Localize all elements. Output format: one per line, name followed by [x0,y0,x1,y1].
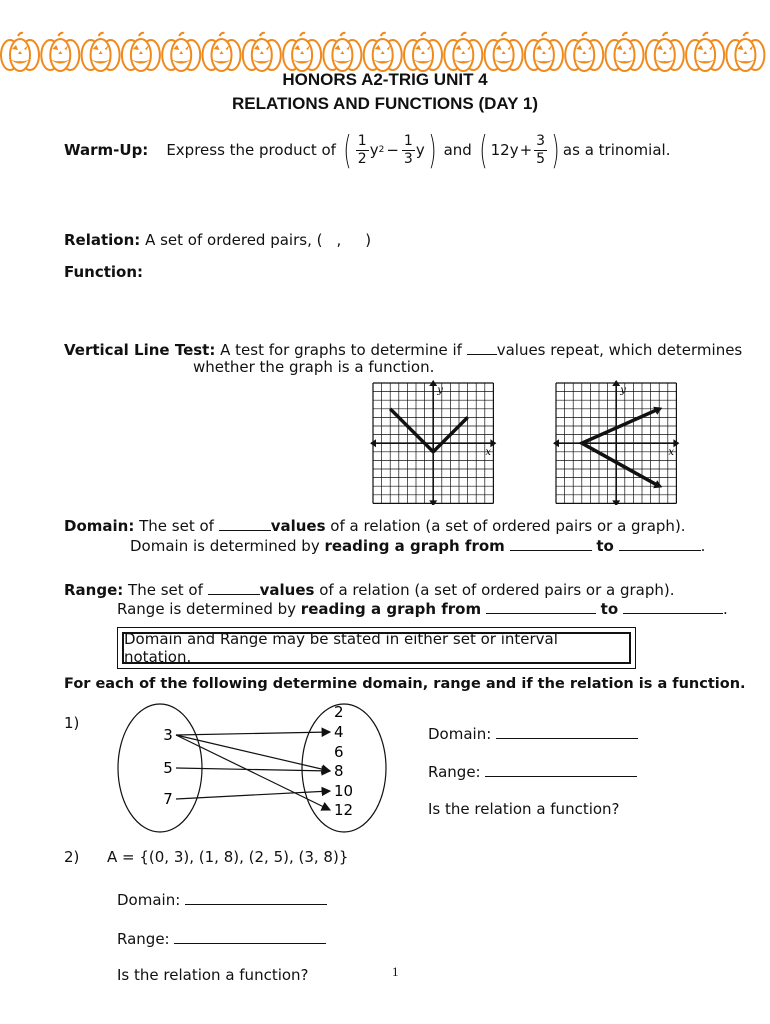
mapping-arrow [176,735,330,810]
domain-line-1: Domain: The set of values of a relation (a set of ordered pairs or a graph). [64,517,686,535]
mapping-output: 10 [334,782,354,800]
function-label: Function: [64,263,144,281]
pumpkin-icon [364,33,402,71]
mapping-diagram [110,700,410,840]
fraction-2: $\frac{1}{3}$ [403,132,413,167]
title-line-2: RELATIONS AND FUNCTIONS (DAY 1) [231,94,539,113]
note-box [117,627,636,669]
problem-2-question: Is the relation a function? [117,966,309,984]
mapping-arrow [176,768,330,771]
mapping-output: 6 [334,743,344,761]
problem-2-range: Range: [117,929,326,948]
relation-label: Relation: [64,231,141,249]
pumpkin-icon [606,33,644,71]
range-line-2: Range is determined by reading a graph from to . [117,600,728,618]
mapping-output: 2 [334,703,344,721]
warmup-tail: as a trinomial. [562,141,671,159]
pumpkin-icon [726,33,764,71]
pumpkin-icon [243,33,281,71]
x-axis-label: x [668,447,675,459]
range-line-1: Range: The set of values of a relation (a set of ordered pairs or a graph). [64,581,675,599]
mapping-output: 4 [334,723,344,741]
graph1-line [390,409,467,452]
fraction-3: $\frac{3}{5}$ [536,132,546,167]
mapping-input: 3 [163,726,173,744]
graph-absolute-value [370,380,500,505]
vlt-label: Vertical Line Test: [64,341,216,359]
pumpkin-icon [203,33,241,71]
mapping-input: 7 [163,790,173,808]
relation-text: A set of ordered pairs, ( [145,231,323,249]
mapping-output: 12 [334,801,354,819]
problem-1-domain: Domain: [428,724,638,743]
problem-1-number: 1) [64,714,80,732]
problem-1-question: Is the relation a function? [428,800,620,818]
mapping-arrow [176,732,330,735]
graph2-line [582,409,659,486]
vlt-blank [467,340,497,355]
fraction-1: $\frac{1}{2}$ [357,132,367,167]
pumpkin-icon [1,33,39,71]
domain-label: Domain: [64,517,135,535]
title-line-1: HONORS A2-TRIG UNIT 4 [282,70,488,89]
pumpkin-icon [646,33,684,71]
y-axis-label: y [620,385,626,396]
pumpkin-icon [404,33,442,71]
x-axis-label: x [485,447,492,459]
pumpkin-icon [525,33,563,71]
mapping-output: 8 [334,762,344,780]
relation-line: Relation: A set of ordered pairs, ( , ) [64,231,372,249]
pumpkin-icon [162,33,200,71]
graph-sideways-v [553,380,683,505]
page-number: 1 [392,964,399,979]
range-label: Range: [64,581,124,599]
pumpkin-icon [122,33,160,71]
problem-2-set: A = {(0, 3), (1, 8), (2, 5), (3, 8)} [107,848,349,866]
vlt-line-2: whether the graph is a function. [193,358,435,376]
warmup-label: Warm-Up: [64,141,149,159]
pumpkin-icon [686,33,724,71]
pumpkin-icon [283,33,321,71]
pumpkin-border [0,28,770,74]
problem-1-range: Range: [428,762,637,781]
mapping-input: 5 [163,759,173,777]
pumpkin-icon [82,33,120,71]
pumpkin-icon [565,33,603,71]
pumpkin-icon [41,33,79,71]
problem-2-number: 2) [64,848,80,866]
mapping-arrow [176,735,330,771]
vlt-line-1: Vertical Line Test: A test for graphs to determine if values repeat, which determines [64,341,743,359]
pumpkin-icon [485,33,523,71]
pumpkin-icon [323,33,361,71]
warmup-text: Express the product of [166,141,336,159]
warmup-line: Warm-Up: Express the product of ( $\frac{1}{2}$ y 2 − $\frac{1}{3}$ y ) and ( 12y + $\frac{3}{5}$ ) as a trinomial. [64,128,671,172]
instructions: For each of the following determine domain, range and if the relation is a function. [64,676,746,692]
pumpkin-icon [444,33,482,71]
note-text: Domain and Range may be stated in either set or interval notation. [124,630,558,666]
problem-2-domain: Domain: [117,890,327,909]
y-axis-label: y [437,385,443,396]
domain-line-2: Domain is determined by reading a graph from to . [130,537,706,555]
warmup-and: and [443,141,472,159]
